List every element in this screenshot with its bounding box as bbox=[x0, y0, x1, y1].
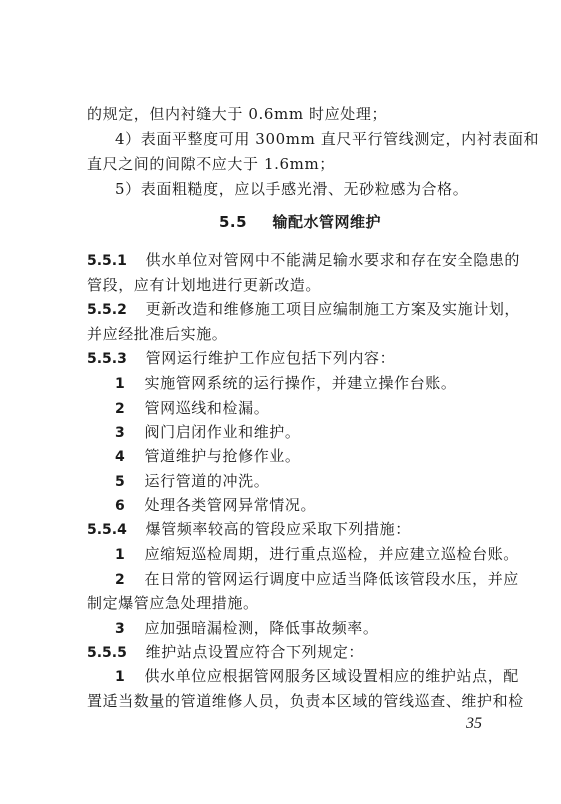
list-item bbox=[115, 373, 457, 394]
list-item-cont: 制定爆管应急处理措施。 bbox=[87, 594, 259, 612]
clause-5-5-2 bbox=[87, 299, 520, 320]
clause-5-5-3 bbox=[87, 348, 395, 369]
item-text: 处理各类管网异常情况。 bbox=[144, 496, 317, 514]
clause-text: 爆管频率较高的管段应采取下列措施： bbox=[145, 520, 411, 538]
item-number: 2 bbox=[115, 401, 125, 417]
clause-5-5-1-cont: 管段，应有计划地进行更新改造。 bbox=[87, 276, 322, 294]
clause-text: 供水单位对管网中不能满足输水要求和存在安全隐患的 bbox=[145, 251, 521, 269]
list-item bbox=[115, 569, 519, 590]
section-title: 输配水管网维护 bbox=[272, 213, 382, 231]
item-text: 运行管道的冲洗。 bbox=[144, 472, 270, 490]
list-item bbox=[115, 446, 301, 467]
clause-5-5-4 bbox=[87, 519, 411, 540]
clause-text: 维护站点设置应符合下列规定： bbox=[145, 643, 365, 661]
item-number: 1 bbox=[115, 669, 125, 685]
item-number: 3 bbox=[115, 621, 125, 637]
list-item bbox=[115, 666, 519, 687]
item-text: 实施管网系统的运行操作，并建立操作台账。 bbox=[144, 374, 457, 392]
clause-number: 5.5.2 bbox=[87, 302, 127, 318]
item-text: 应缩短巡检周期，进行重点巡检，并应建立巡检台账。 bbox=[144, 545, 519, 563]
list-item bbox=[115, 422, 301, 443]
item-number: 2 bbox=[115, 572, 125, 588]
item-number: 6 bbox=[115, 498, 125, 514]
list-item bbox=[115, 398, 269, 419]
item-number: 1 bbox=[115, 547, 125, 563]
section-number: 5.5 bbox=[219, 213, 248, 231]
list-item-cont: 置适当数量的管道维修人员，负责本区域的管线巡查、维护和检 bbox=[87, 692, 524, 710]
item-number: 4 bbox=[115, 449, 125, 465]
list-item bbox=[115, 495, 316, 516]
page-number: 35 bbox=[466, 715, 482, 732]
list-item bbox=[115, 544, 519, 565]
item-number: 5 bbox=[115, 474, 125, 490]
intro-line-1: 的规定，但内衬缝大于 0.6mm 时应处理； bbox=[87, 105, 388, 123]
item-text: 应加强暗漏检测，降低事故频率。 bbox=[144, 619, 379, 637]
list-item bbox=[115, 471, 269, 492]
clause-number: 5.5.3 bbox=[87, 351, 127, 367]
item-text: 在日常的管网运行调度中应适当降低该管段水压，并应 bbox=[144, 570, 519, 588]
intro-line-3: 直尺之间的间隙不应大于 1.6mm； bbox=[87, 155, 335, 173]
section-heading bbox=[219, 212, 381, 232]
intro-line-2: 4）表面平整度可用 300mm 直尺平行管线测定，内衬表面和 bbox=[115, 130, 540, 148]
item-number: 3 bbox=[115, 425, 125, 441]
clause-number: 5.5.4 bbox=[87, 522, 127, 538]
item-text: 管道维护与抢修作业。 bbox=[144, 447, 301, 465]
clause-5-5-2-cont: 并应经批准后实施。 bbox=[87, 325, 228, 343]
item-text: 阀门启闭作业和维护。 bbox=[144, 423, 301, 441]
item-text: 管网巡线和检漏。 bbox=[144, 399, 270, 417]
clause-number: 5.5.1 bbox=[87, 253, 127, 269]
clause-text: 更新改造和维修施工项目应编制施工方案及实施计划， bbox=[145, 300, 521, 318]
item-text: 供水单位应根据管网服务区域设置相应的维护站点，配 bbox=[144, 667, 519, 685]
item-number: 1 bbox=[115, 376, 125, 392]
intro-line-4: 5）表面粗糙度，应以手感光滑、无砂粒感为合格。 bbox=[115, 180, 469, 198]
clause-number: 5.5.5 bbox=[87, 645, 127, 661]
clause-5-5-1 bbox=[87, 250, 520, 271]
clause-5-5-5 bbox=[87, 642, 364, 663]
list-item bbox=[115, 618, 379, 639]
clause-text: 管网运行维护工作应包括下列内容： bbox=[145, 349, 396, 367]
